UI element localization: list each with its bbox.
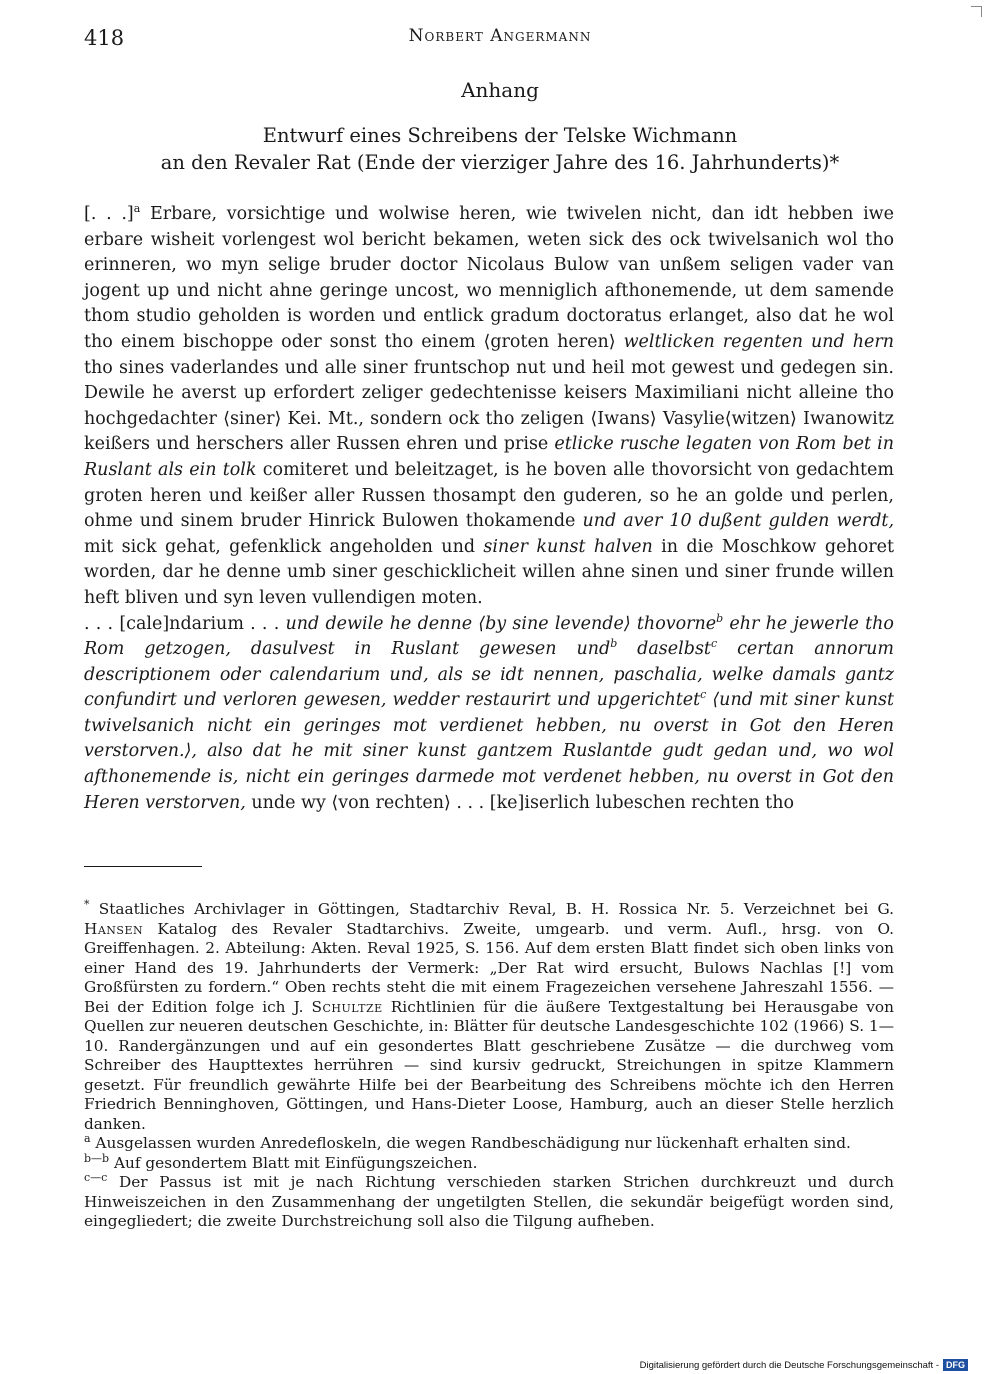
author-name: Schultze: [311, 997, 383, 1016]
document-title-line-2: an den Revaler Rat (Ende der vierziger Jahre des 16. Jahrhunderts)*: [160, 151, 840, 174]
footer-text: Digitalisierung gefördert durch die Deutsche Forschungsgemeinschaft -: [639, 1359, 939, 1371]
page-number: 418: [84, 26, 125, 50]
footnote-c: $^{c—c}$ Der Passus ist mit je nach Richtung verschieden starken Strichen durchkreuzt und durch Hinweiszeichen in den Zusammenhang der ungetilgten Stellen, die sekundär beigefügt worden sind, eingegliedert; die zweite Durchstreichung soll also die Tilgung aufheben.: [84, 1170, 894, 1230]
text-span: comiteret und beleitzaget, is he boven alle thovorsicht von gedachtem groten heren und keißer aller Russen thosampt den guderen, so he an golde und perlen, ohme und sinem bruder Hinrick Bulowen thokamende: [84, 459, 894, 532]
footnote-ref-b: b: [610, 637, 618, 651]
text-span: . . . [cale]ndarium . . .: [84, 613, 286, 634]
text-span: Erbare, vorsichtige und wolwise heren, wie twivelen nicht, dan idt hebben iwe erbare wisheit vorlengest wol bericht bekamen, weten sick des ock twivelsanich wol tho erinneren, wo myn selige bruder doctor Nicolaus Bulow van unßem seligen vader van jogent up und nicht ahne geringe uncost, wo menniglich afthonemende, ut dem samende thom studio geholden is worden und entlick gradum doctoratus erlanget, also dat he wol tho einem bischoppe oder sonst tho einem ⟨groten heren⟩: [84, 204, 895, 352]
footnote-rule: [84, 866, 202, 867]
footnote-mark: c—c: [84, 1170, 108, 1184]
text-span: tho sines vaderlandes und alle siner fruntschop nut und heil mot gewest und gedegen sin. Dewile he averst up erfordert zeliger gedechtenisse keisers Maximiliani nicht alleine tho hochgedachter ⟨siner⟩ Kei. Mt., sondern ock tho zeligen ⟨Iwans⟩ Vasylie⟨witzen⟩ Iwanowitz keißers und herschers aller Russen ehren und prise: [84, 357, 894, 455]
text-span: [. . .]: [84, 204, 134, 224]
italic-insertion: siner kunst halven: [483, 536, 653, 557]
text-span: mit sick gehat, gefenklick angeholden und: [84, 536, 484, 557]
document-title-line-1: Entwurf eines Schreibens der Telske Wichmann: [262, 124, 738, 147]
footnote-ref-b: b: [716, 611, 724, 625]
main-text: [84, 202, 894, 816]
digitization-footer: [640, 1359, 968, 1371]
footnote-a: $^a$ Ausgelassen wurden Anredefloskeln, die wegen Randbeschädigung nur lückenhaft erhalten sind.: [84, 1131, 851, 1152]
paragraph-1: [84, 202, 894, 612]
footnote-ref-c: c: [710, 637, 718, 651]
footnote-mark: b—b: [84, 1151, 110, 1165]
italic-insertion: etlicke rusche legaten von Rom bet in Ruslant als ein tolk: [84, 434, 894, 480]
italic-insertion: weltlicken regenten und hern: [623, 331, 894, 352]
section-title: Anhang: [461, 78, 539, 102]
footnote-ref-a: a: [133, 202, 141, 216]
footnote-b: $^{b—b}$ Auf gesondertem Blatt mit Einfügungszeichen.: [84, 1151, 478, 1172]
paragraph-2: [84, 612, 894, 817]
dfg-logo: DFG: [943, 1359, 968, 1371]
italic-insertion: und dewile he denne ⟨by sine levende⟩ thovorne$^b$ ehr he jewerle tho Rom getzogen, dasulvest in Ruslant gewesen und$^b$ daselbst$^c$ certan annorum descriptionem oder calendarium und, als se idt nennen, paschalia, welke damals gantz confundirt und verloren gewesen, wedder restaurirt und upgerichtet$^c$ ⟨und mit siner kunst twivelsanich nicht ein geringes mot verdienet hebben, nu overst in Got den Heren verstorven.⟩, also dat he mit siner kunst gantzem Ruslantde gudt gedan und, wo wol afthonemende is, nicht ein geringes darmede mot verdenet hebben, nu overst in Got den Heren verstorven,: [84, 611, 894, 813]
footnote-mark: *: [84, 897, 90, 911]
footnote-mark: a: [84, 1131, 91, 1145]
document-title: [60, 122, 940, 176]
text-span: unde wy ⟨von rechten⟩ . . . [ke]iserlich lubeschen rechten tho: [245, 792, 795, 813]
italic-insertion: und aver 10 dußent gulden werdt,: [582, 511, 895, 532]
footnotes: [84, 897, 894, 1232]
footnote-ref-c: c: [700, 688, 707, 702]
author-name: Hansen: [84, 919, 144, 938]
footnote-star: * Staatliches Archivlager in Göttingen, Stadtarchiv Reval, B. H. Rossica Nr. 5. Verzeichnet bei G. Hansen Katalog des Revaler Stadtarchivs. Zweite, umgearb. und verm. Aufl., hrsg. von O. Greiffenhagen. 2. Abteilung: Akten. Reval 1925, S. 156. Auf dem ersten Blatt findet sich oben links von einer Hand des 19. Jahrhunderts der Vermerk: „Der Rat wird ersucht, Bulows Nachlas [!] vom Großfürsten zu fordern.“ Oben rechts steht die mit einem Fragezeichen versehene Jahreszahl 1556. — Bei der Edition folge ich J. Schultze Richtlinien für die äußere Textgestaltung bei Herausgabe von Quellen zur neueren deutschen Geschichte, in: Blätter für deutsche Landesgeschichte 102 (1966) S. 1—10. Randergänzungen und auf ein gesondertes Blatt geschriebene Zusätze — die durchweg vom Schreiber des Haupttextes herrühren — sind kursiv gedruckt, Streichungen in spitze Klammern gesetzt. Für freundlich gewährte Hilfe bei der Bearbeitung des Schreibens möchte ich den Herren Friedrich Benninghoven, Göttingen, und Hans-Dieter Loose, Hamburg, auch an dieser Stelle herzlich danken.: [84, 897, 894, 1133]
running-head: Norbert Angermann: [408, 26, 592, 46]
corner-mark: [971, 6, 982, 17]
text-span: in die Moschkow gehoret worden, dar he denne umb siner geschicklicheit willen ahne sinen und siner frunde willen heft bliven und syn leven vullendigen moten.: [84, 536, 894, 608]
